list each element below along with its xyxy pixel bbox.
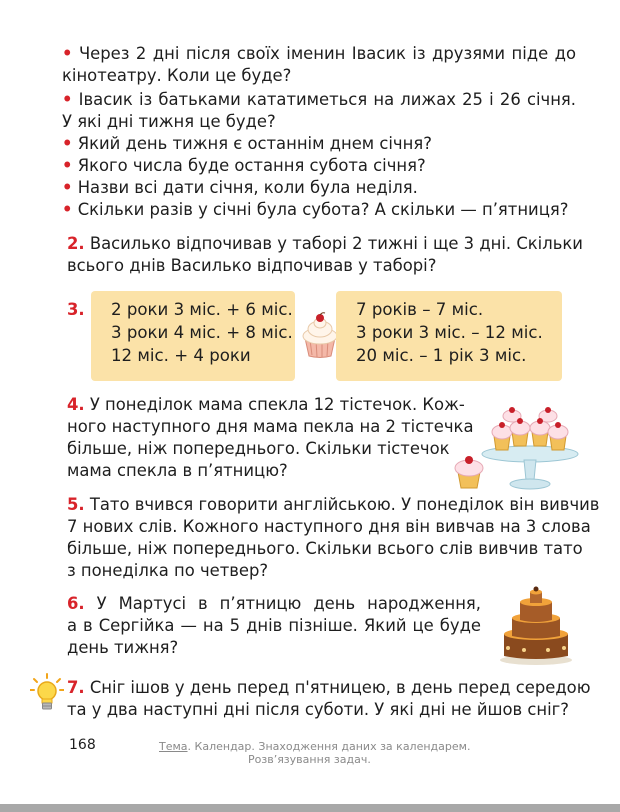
task-4-line-2: ного наступного дня мама пекла на 2 тістечка	[67, 417, 474, 436]
task-3-right-expr: 7 років – 7 міс.	[356, 300, 484, 319]
topic-label: Тема	[159, 740, 188, 753]
task-3-right-card	[336, 291, 562, 381]
cupcake-stand-icon	[452, 402, 580, 492]
task-5-line-2: 7 нових слів. Кожного наступного дня він вивчав на 3 слова	[67, 517, 591, 536]
task-3-left-card	[91, 291, 295, 381]
bullet-2-line-1: • Івасик із батьками кататиметься на лижах 25 і 26 січня.	[62, 90, 576, 109]
task-5-line-3: більше, ніж попереднього. Скільки всього слів вивчив тато	[67, 539, 583, 558]
topic-line-2: Розв’язування задач.	[248, 753, 371, 766]
task-6-line-3: день тижня?	[67, 638, 179, 657]
task-2-line-1: 2. Василько відпочивав у таборі 2 тижні і ще 3 дні. Скільки	[67, 234, 583, 253]
task-3-left-expr: 3 роки 4 міс. + 8 міс.	[111, 323, 293, 342]
bullet-6: • Скільки разів у січні була субота? А скільки — п’ятниця?	[62, 200, 569, 219]
task-5-line-4: з понеділка по четвер?	[67, 561, 269, 580]
task-6-line-1: 6. У Мартусі в п’ятницю день народження,	[67, 594, 481, 613]
bullet-3: • Який день тижня є останнім днем січня?	[62, 134, 432, 153]
topic-line-1: Тема. Календар. Знаходження даних за календарем.	[159, 740, 471, 753]
bullet-5: • Назви всі дати січня, коли була неділя.	[62, 178, 418, 197]
task-4-line-1: 4. У понеділок мама спекла 12 тістечок. Кож-	[67, 395, 465, 414]
task-6-line-2: а в Сергійка — на 5 днів пізніше. Який це буде	[67, 616, 481, 635]
task-7-line-1: 7. Сніг ішов у день перед п'ятницею, в день перед середою	[67, 678, 591, 697]
task-3-left-expr: 12 міс. + 4 роки	[111, 346, 251, 365]
task-3-left-expr: 2 роки 3 міс. + 6 міс.	[111, 300, 293, 319]
task-4-line-4: мама спекла в п’ятницю?	[67, 461, 288, 480]
task-2-line-2: всього днів Василько відпочивав у таборі?	[67, 256, 437, 275]
cake-icon	[494, 586, 578, 666]
task-7-line-2: та у два наступні дні після суботи. У які дні не йшов сніг?	[67, 700, 569, 719]
bullet-1-line-2: кінотеатру. Коли це буде?	[62, 66, 292, 85]
page-number: 168	[69, 737, 96, 753]
bullet-2-line-2: У які дні тижня це буде?	[62, 112, 276, 131]
lightbulb-icon	[30, 673, 64, 713]
bottom-bar	[0, 804, 620, 812]
task-3-right-expr: 3 роки 3 міс. – 12 міс.	[356, 323, 543, 342]
task-5-line-1: 5. Тато вчився говорити англійською. У понеділок він вивчив	[67, 495, 600, 514]
task-3-right-expr: 20 міс. – 1 рік 3 міс.	[356, 346, 527, 365]
bullet-1-line-1: • Через 2 дні після своїх іменин Івасик із друзями піде до	[62, 44, 577, 63]
task-3-number: 3.	[67, 300, 85, 319]
bullet-4: • Якого числа буде остання субота січня?	[62, 156, 426, 175]
task-4-line-3: більше, ніж попереднього. Скільки тістечок	[67, 439, 450, 458]
